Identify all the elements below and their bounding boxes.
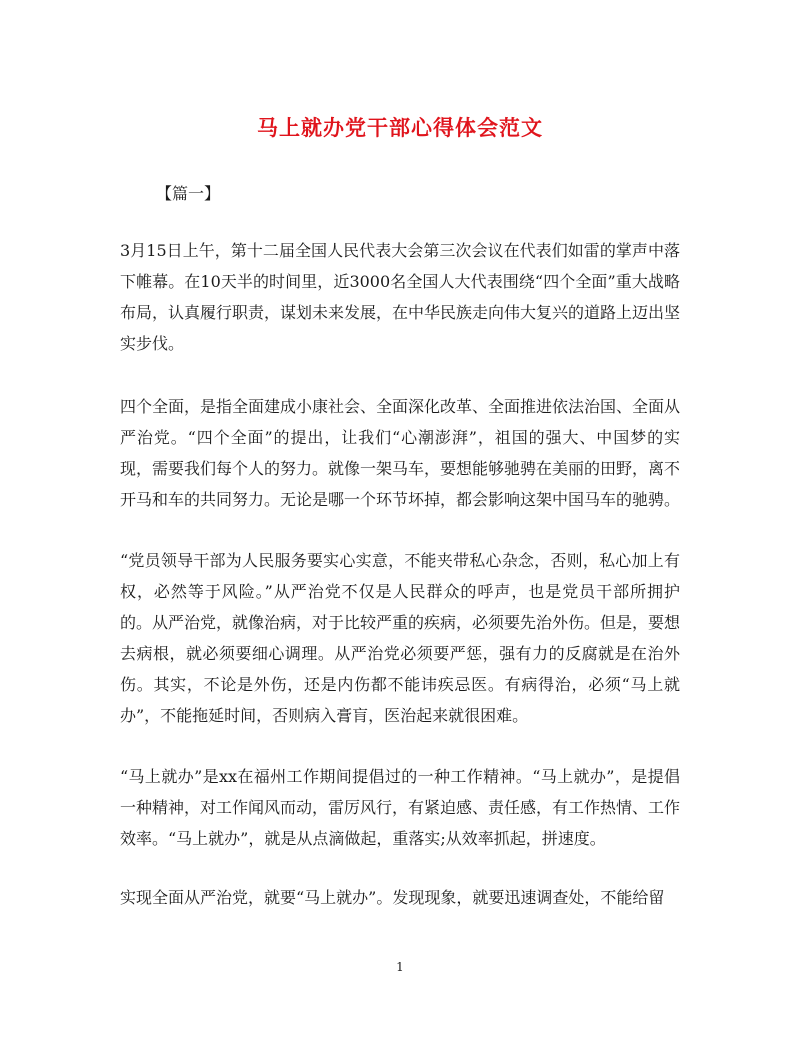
page-number: 1 xyxy=(396,960,404,974)
section-heading: 【篇一】 xyxy=(156,184,221,203)
paragraph-2: 四个全面，是指全面建成小康社会、全面深化改革、全面推进依法治国、全面从严治党。“四个全面”的提出，让我们“心潮澎湃”，祖国的强大、中国梦的实现，需要我们每个人的努力。就像一架马车，要想能够驰骋在美丽的田野，离不开马和车的共同努力。无论是哪一个环节坏掉，都会影响这架中国马车的驰骋。 xyxy=(120,397,681,509)
paragraph-4: “马上就办”是xx在福州工作期间提倡过的一种工作精神。“马上就办”，是提倡一种精神，对工作闻风而动，雷厉风行，有紧迫感、责任感，有工作热情、工作效率。“马上就办”，就是从点滴做起，重落实;从效率抓起，拼速度。 xyxy=(120,767,681,848)
paragraph-3: “党员领导干部为人民服务要实心实意，不能夹带私心杂念，否则，私心加上有权，必然等于风险。”从严治党不仅是人民群众的呼声，也是党员干部所拥护的。从严治党，就像治病，对于比较严重的疾病，必须要先治外伤。但是，要想去病根，就必须要细心调理。从严治党必须要严惩，强有力的反腐就是在治外伤。其实，不论是外伤，还是内伤都不能讳疾忌医。有病得治，必须“马上就办”，不能拖延时间，否则病入膏肓，医治起来就很困难。 xyxy=(120,551,681,725)
page-title: 马上就办党干部心得体会范文 xyxy=(257,115,543,140)
paragraph-1: 3月15日上午，第十二届全国人民代表大会第三次会议在代表们如雷的掌声中落下帷幕。在10天半的时间里，近3000名全国人大代表围绕“四个全面”重大战略布局，认真履行职责，谋划未来发展，在中华民族走向伟大复兴的道路上迈出坚实步伐。 xyxy=(120,241,681,353)
paragraph-5: 实现全面从严治党，就要“马上就办”。发现现象，就要迅速调查处，不能给留 xyxy=(120,888,665,907)
